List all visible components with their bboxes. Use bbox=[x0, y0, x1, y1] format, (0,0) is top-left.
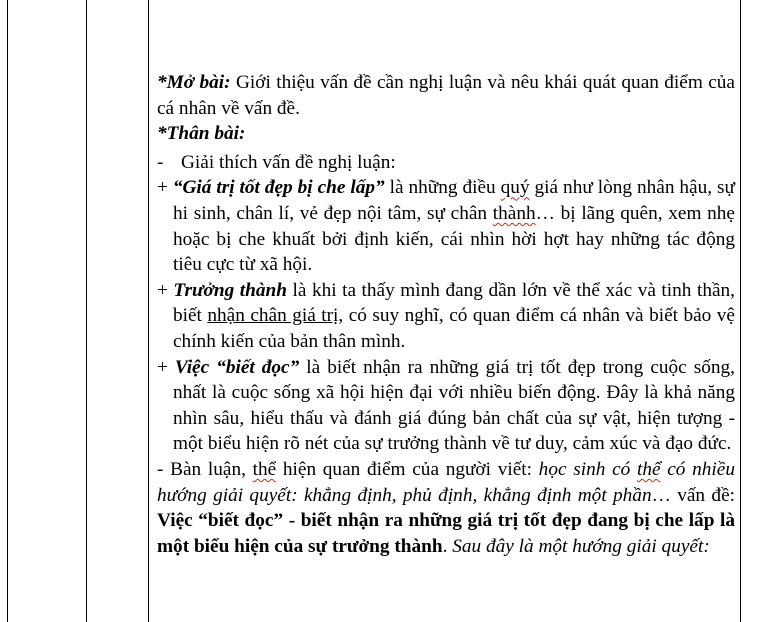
ban-luan-the: thể bbox=[252, 458, 277, 480]
table-border-col2 bbox=[148, 0, 149, 622]
item1-term: “Giá trị tốt đẹp bị che lấp” bbox=[172, 177, 385, 199]
answer-cell bbox=[157, 70, 735, 559]
ban-luan-ital-end: Sau đây là một hướng giải quyết: bbox=[452, 535, 710, 557]
item3-term: Việc “biết đọc” bbox=[174, 356, 300, 378]
dash-marker: - bbox=[157, 151, 164, 173]
mo-bai-paragraph bbox=[157, 70, 735, 121]
item2-text-a: là khi ta thấy mình đang dần lớn về thể xác và tinh thần, biết bbox=[173, 279, 735, 327]
item-truong-thanh bbox=[157, 278, 735, 355]
item2-underlined: nhận chân giá trị bbox=[207, 305, 339, 327]
ban-luan-ital-a: học sinh có bbox=[538, 458, 637, 480]
table-border-left bbox=[7, 0, 8, 622]
item1-quy: quý bbox=[500, 177, 530, 199]
ban-luan-prefix: - Bàn luận, bbox=[157, 458, 253, 480]
ban-luan-ital-b: có nhiều hướng giải quyết: khẳng định, phủ định, khẳng định một phần bbox=[157, 458, 735, 506]
item-gia-tri bbox=[157, 175, 735, 277]
ban-luan-period: . bbox=[442, 535, 453, 557]
dash-item-text: Giải thích vấn đề nghị luận: bbox=[181, 151, 396, 173]
ban-luan-ital-the: thể bbox=[636, 458, 661, 480]
item1-text-c: … bị lãng quên, xem nhẹ hoặc bị che khuất bởi định kiến, cái nhìn hời hợt hay những tác động tiêu cực từ xã hội. bbox=[173, 202, 735, 276]
ban-luan-text-c: vấn đề: bbox=[670, 484, 735, 506]
item1-text-a: là những điều bbox=[384, 177, 501, 199]
ban-luan-paragraph bbox=[157, 457, 735, 559]
item1-text-b: giá như lòng nhân hậu, sự hi sinh, chân lí, vẻ đẹp nội tâm, sự chân bbox=[173, 177, 735, 224]
than-bai-heading bbox=[157, 121, 735, 147]
item2-text-b: , có suy nghĩ, có quan điểm cá nhân và biết bảo vệ chính kiến của bản thân mình. bbox=[173, 305, 735, 352]
table-border-col1 bbox=[86, 0, 87, 622]
item3-text: là biết nhận ra những giá trị tốt đẹp trong cuộc sống, nhất là cuộc sống xã hội hiện đại với nhiều biến động. Đây là khả năng nhìn sâu, hiểu thấu và đánh giá đúng bản chất của sự vật, hiện tượng - một biểu hiện rõ nét của sự trưởng thành về tư duy, cảm xúc và đạo đức. bbox=[173, 356, 735, 455]
ban-luan-bold: Việc “biết đọc” - biết nhận ra những giá trị tốt đẹp đang bị che lấp là một biểu hiện của sự trưởng thành bbox=[157, 510, 735, 557]
ban-luan-ellipsis: … bbox=[651, 484, 671, 506]
mo-bai-label: *Mở bài: bbox=[157, 72, 231, 93]
item3-marker: + bbox=[157, 356, 175, 378]
item1-marker: + bbox=[157, 177, 173, 199]
mo-bai-text: Giới thiệu vấn đề cần nghị luận và nêu khái quát quan điểm của cá nhân về vấn đề. bbox=[157, 72, 735, 119]
item2-term: Trưởng thành bbox=[173, 279, 287, 301]
than-bai-label: *Thân bài: bbox=[157, 123, 246, 145]
item-biet-doc bbox=[157, 355, 735, 457]
ban-luan-mid: hiện quan điểm của người viết: bbox=[276, 458, 539, 480]
item2-marker: + bbox=[157, 279, 174, 301]
table-border-col3 bbox=[740, 0, 741, 622]
item1-thanh: thành bbox=[492, 202, 536, 224]
dash-item bbox=[157, 150, 735, 176]
